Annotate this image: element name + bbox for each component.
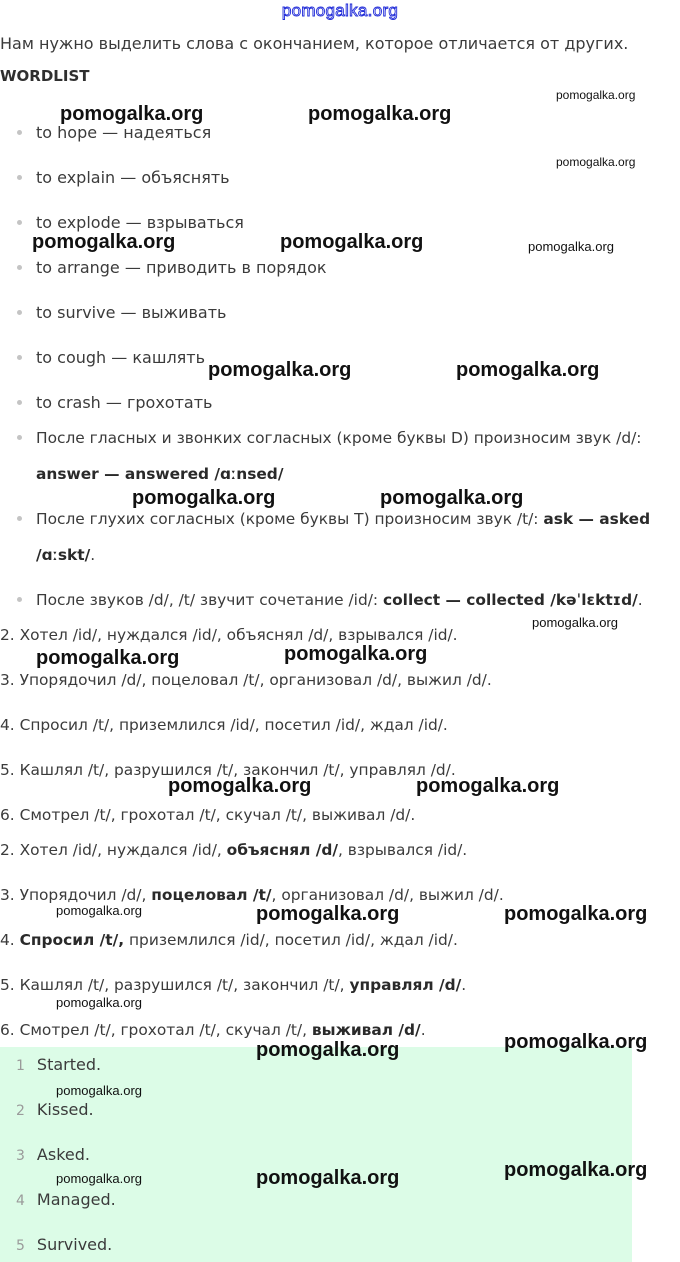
answer-text: 4. (0, 931, 20, 949)
watermark: pomogalka.org (556, 155, 636, 169)
watermark: pomogalka.org (208, 359, 352, 381)
list-item (16, 1234, 112, 1257)
wordlist-heading: WORDLIST (0, 67, 90, 85)
answer-highlight: объяснял /d/ (226, 841, 338, 859)
header-logo[interactable]: pomogalka.org (281, 1, 399, 20)
watermark: pomogalka.org (504, 1031, 648, 1053)
answer-highlight: Спросил /t/, (19, 931, 125, 949)
answer-line: 5. Кашлял /t/, разрушился /t/, закончил /t/, управлял /d/. (0, 761, 456, 779)
marked-answer-line (0, 1019, 426, 1041)
item-text: Asked. (36, 1145, 90, 1164)
item-number: 2 (16, 1103, 25, 1119)
list-item: to explode — взрываться (36, 213, 244, 232)
watermark: pomogalka.org (284, 643, 428, 665)
watermark: pomogalka.org (32, 231, 176, 253)
bullet-icon (17, 265, 22, 270)
list-item: to explain — объяснять (36, 168, 230, 187)
answer-text: 3. Упорядочил /d/, (0, 886, 152, 904)
watermark: pomogalka.org (532, 615, 618, 630)
answer-text: 2. Хотел /id/, нуждался /id/, (0, 841, 227, 859)
watermark: pomogalka.org (504, 903, 648, 925)
rule-2-example: ask — asked (543, 510, 651, 528)
item-text: Managed. (36, 1190, 116, 1209)
watermark: pomogalka.org (528, 239, 614, 254)
intro-text: Нам нужно выделить слова с окончанием, которое отличается от других. (0, 34, 629, 53)
answer-line: 3. Упорядочил /d/, поцеловал /t/, организовал /d/, выжил /d/. (0, 671, 492, 689)
marked-answer-line (0, 974, 466, 996)
watermark: pomogalka.org (256, 903, 400, 925)
bullet-icon (17, 516, 22, 521)
answer-line: 6. Смотрел /t/, грохотал /t/, скучал /t/, выживал /d/. (0, 806, 416, 824)
rule-1-text: После гласных и звонких согласных (кроме буквы D) произносим звук /d/: (36, 429, 642, 447)
watermark: pomogalka.org (256, 1167, 400, 1189)
item-text: Kissed. (36, 1100, 94, 1119)
answer-text: , организовал /d/, выжил /d/. (271, 886, 504, 904)
rule-3-example: collect — collected /kəˈlɛktɪd/ (382, 591, 638, 609)
item-number: 3 (16, 1148, 25, 1164)
watermark: pomogalka.org (56, 1171, 142, 1186)
answer-line: 2. Хотел /id/, нуждался /id/, объяснял /d/, взрывался /id/. (0, 626, 458, 644)
watermark: pomogalka.org (168, 775, 312, 797)
rule-3-text: После звуков /d/, /t/ звучит сочетание /id/: (36, 591, 383, 609)
bullet-icon (17, 175, 22, 180)
bullet-icon (17, 355, 22, 360)
answer-highlight: поцеловал /t/ (151, 886, 272, 904)
answer-text: 6. Смотрел /t/, грохотал /t/, скучал /t/, (0, 1021, 312, 1039)
answer-line: 4. Спросил /t/, приземлился /id/, посетил /id/, ждал /id/. (0, 716, 448, 734)
rule-3-tail: . (637, 591, 643, 609)
watermark: pomogalka.org (36, 647, 180, 669)
rule-3-line (36, 589, 643, 611)
watermark: pomogalka.org (56, 1083, 142, 1098)
watermark: pomogalka.org (280, 231, 424, 253)
rule-2-text: После глухих согласных (кроме буквы T) произносим звук /t/: (36, 510, 544, 528)
rule-2-tail: . (90, 546, 96, 564)
watermark: pomogalka.org (416, 775, 560, 797)
watermark: pomogalka.org (56, 995, 142, 1010)
answer-text: . (420, 1021, 426, 1039)
watermark: pomogalka.org (380, 487, 524, 509)
answer-text: 5. Кашлял /t/, разрушился /t/, закончил /t/, (0, 976, 350, 994)
answer-text: . (461, 976, 467, 994)
rule-2-line (36, 508, 650, 530)
list-item (16, 1144, 90, 1167)
answer-highlight: выживал /d/ (311, 1021, 421, 1039)
item-text: Survived. (36, 1235, 113, 1254)
list-item: to hope — надеяться (36, 123, 212, 142)
list-item: to arrange — приводить в порядок (36, 258, 327, 277)
bullet-icon (17, 435, 22, 440)
watermark: pomogalka.org (308, 103, 452, 125)
bullet-icon (17, 130, 22, 135)
marked-answer-line (0, 839, 467, 861)
item-number: 1 (16, 1058, 25, 1074)
watermark: pomogalka.org (556, 88, 636, 102)
bullet-icon (17, 220, 22, 225)
bullet-icon (17, 597, 22, 602)
watermark: pomogalka.org (132, 487, 276, 509)
list-item (16, 1099, 94, 1122)
item-number: 5 (16, 1238, 25, 1254)
item-text: Started. (36, 1055, 102, 1074)
list-item: to survive — выживать (36, 303, 227, 322)
watermark: pomogalka.org (504, 1159, 648, 1181)
watermark: pomogalka.org (60, 103, 204, 125)
watermark: pomogalka.org (56, 903, 142, 918)
marked-answer-line (0, 929, 458, 951)
item-number: 4 (16, 1193, 25, 1209)
bullet-icon (17, 310, 22, 315)
answer-highlight: управлял /d/ (349, 976, 462, 994)
rule-2-transcription: /ɑːskt/ (36, 546, 91, 564)
rule-2-line-2 (36, 544, 95, 566)
list-item: to cough — кашлять (36, 348, 206, 367)
answer-text: , взрывался /id/. (337, 841, 468, 859)
watermark: pomogalka.org (456, 359, 600, 381)
bullet-icon (17, 400, 22, 405)
list-item (16, 1054, 101, 1077)
list-item: to crash — грохотать (36, 393, 213, 412)
watermark: pomogalka.org (256, 1039, 400, 1061)
answer-text: приземлился /id/, посетил /id/, ждал /id/. (124, 931, 458, 949)
list-item (16, 1189, 116, 1212)
rule-1-example: answer — answered /ɑːnsed/ (36, 465, 284, 483)
answer-box (0, 1047, 632, 1262)
